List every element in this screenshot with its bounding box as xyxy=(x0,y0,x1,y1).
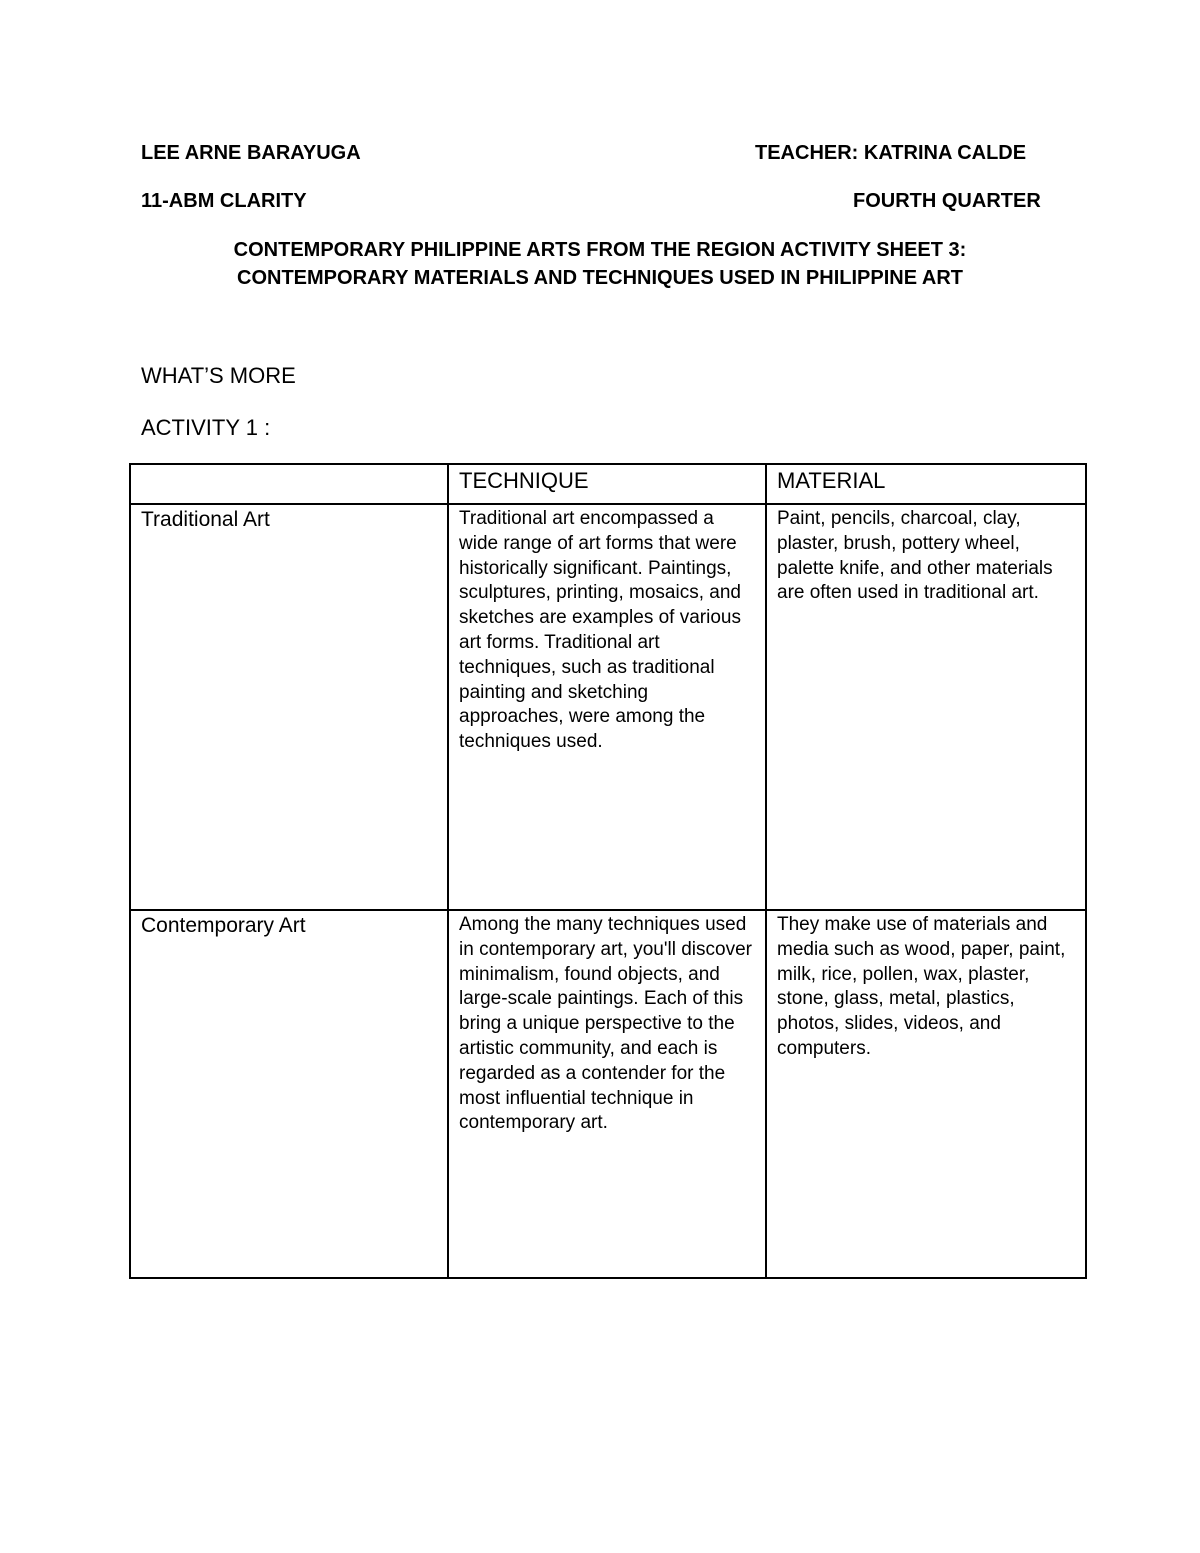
material-cell-contemporary: They make use of materials and media such as wood, paper, paint, milk, rice, pollen, wax, plaster, stone, glass, metal, plastics, photos, slides, videos, and computers. xyxy=(766,910,1086,1278)
title-line-1: CONTEMPORARY PHILIPPINE ARTS FROM THE REGION ACTIVITY SHEET 3: xyxy=(233,239,967,261)
whats-more-heading: WHAT’S MORE xyxy=(141,363,296,388)
class-section: 11-ABM CLARITY xyxy=(141,190,307,212)
teacher-name: TEACHER: KATRINA CALDE xyxy=(755,142,1027,164)
technique-cell-traditional: Traditional art encompassed a wide range of art forms that were historically significant. Paintings, sculptures, printing, mosaics, and sketches are examples of various art forms. Traditional art techniques, such as traditional painting and sketching approaches, were among the techniques used. xyxy=(448,504,766,910)
header-empty-cell xyxy=(130,464,448,504)
row-label-traditional-art: Traditional Art xyxy=(130,504,448,910)
table-row xyxy=(130,910,1086,1278)
table-header-row xyxy=(130,464,1086,504)
student-name: LEE ARNE BARAYUGA xyxy=(141,142,361,164)
technique-cell-contemporary: Among the many techniques used in contemporary art, you'll discover minimalism, found objects, and large-scale paintings. Each of this bring a unique perspective to the artistic community, and each is regarded as a contender for the most influential technique in contemporary art. xyxy=(448,910,766,1278)
header-material: MATERIAL xyxy=(766,464,1086,504)
header-technique: TECHNIQUE xyxy=(448,464,766,504)
row-label-contemporary-art: Contemporary Art xyxy=(130,910,448,1278)
table-row xyxy=(130,504,1086,910)
quarter-label: FOURTH QUARTER xyxy=(853,190,1041,212)
title-line-2: CONTEMPORARY MATERIALS AND TECHNIQUES USED IN PHILIPPINE ART xyxy=(237,267,963,289)
material-cell-traditional: Paint, pencils, charcoal, clay, plaster, brush, pottery wheel, palette knife, and other materials are often used in traditional art. xyxy=(766,504,1086,910)
document-title xyxy=(120,236,1080,292)
activity-heading: ACTIVITY 1 : xyxy=(141,415,271,440)
techniques-materials-table xyxy=(129,463,1087,1279)
